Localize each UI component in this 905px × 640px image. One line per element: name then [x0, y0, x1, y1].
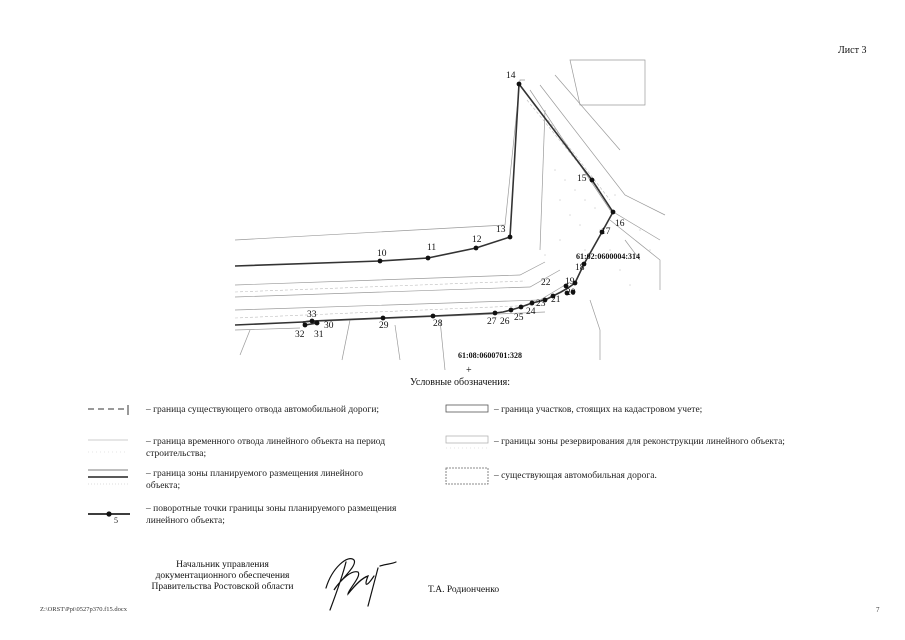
legend-sample-existing-allotment: [88, 405, 128, 415]
turning-point: [303, 323, 308, 328]
legend-item-temporary-allotment: – граница временного отвода линейного объекта на период строительства;: [146, 437, 386, 459]
legend-sample-cadastral-parcels: [446, 405, 488, 412]
point-label: 14: [506, 71, 516, 81]
turning-point: [426, 256, 431, 261]
map-background-lines: [235, 60, 665, 370]
point-label: 16: [615, 219, 625, 229]
signatory-position-line: Правительства Ростовской области: [151, 582, 294, 592]
legend-item-existing-road: – существующая автомобильная дорога.: [494, 471, 657, 481]
legend-point-sample-label: 5: [114, 516, 118, 525]
legend-sample-turning-point: [88, 511, 130, 516]
turning-point: [431, 314, 436, 319]
point-label: 29: [379, 321, 389, 331]
point-label: 18: [575, 263, 585, 273]
turning-point: [381, 316, 386, 321]
turning-point: [509, 308, 514, 313]
turning-point: [519, 305, 524, 310]
legend-title: Условные обозначения:: [410, 377, 511, 388]
legend-sample-existing-road: [446, 468, 488, 484]
turning-point: [590, 178, 595, 183]
point-label: 20: [566, 288, 576, 298]
turning-point: [474, 246, 479, 251]
turning-point: [517, 82, 522, 87]
legend-sample-temporary-allotment: [88, 440, 128, 452]
point-label: 26: [500, 317, 510, 327]
legend-sample-planned-zone: [88, 470, 128, 484]
point-label: 25: [514, 313, 524, 323]
point-label: 27: [487, 317, 497, 327]
planned-zone-boundary: [235, 84, 613, 325]
point-label: 10: [377, 249, 387, 259]
turning-point: [530, 301, 535, 306]
cadastral-number-label: 61:02:0600004:314: [576, 252, 640, 261]
legend-item-cadastral-parcels: – граница участков, стоящих на кадастровом учете;: [494, 405, 703, 415]
legend-sample-reservation-zone: [446, 436, 488, 448]
point-label: 24: [526, 307, 536, 317]
point-label: 11: [427, 243, 437, 253]
turning-point: [508, 235, 513, 240]
turning-point: [493, 311, 498, 316]
point-label: 15: [577, 174, 587, 184]
turning-point: [378, 259, 383, 264]
point-label: 30: [324, 321, 334, 331]
point-label: 22: [541, 278, 551, 288]
point-label: 32: [295, 330, 305, 340]
signatory-name: Т.А. Родионченко: [428, 585, 500, 595]
point-label: 12: [472, 235, 482, 245]
turning-point: [315, 321, 320, 326]
point-label: 19: [565, 277, 575, 287]
point-label: 13: [496, 225, 506, 235]
signatory-position-line: Начальник управления: [176, 560, 269, 570]
point-label: 21: [551, 295, 561, 305]
legend-item-turning-points: – поворотные точки границы зоны планируемого размещения линейного объекта;: [146, 504, 397, 526]
cadastral-number-label: 61:08:0600701:328: [458, 351, 522, 360]
point-labels: [295, 71, 625, 340]
signatory-position: [140, 560, 305, 593]
file-path: Z:\ORST\Ppi\0527p370.f15.docx: [40, 606, 128, 613]
point-label: 33: [307, 310, 317, 320]
handwritten-signature: [318, 548, 398, 613]
sheet-label: Лист 3: [838, 45, 867, 56]
map-dashed-lines: [235, 100, 610, 318]
point-label: 31: [314, 330, 324, 340]
point-label: 17: [601, 227, 611, 237]
legend-item-reservation-zone: – границы зоны резервирования для реконструкции линейного объекта;: [494, 437, 785, 447]
point-label: 28: [433, 319, 443, 329]
page-number: 7: [876, 606, 880, 614]
legend-item-planned-zone: – граница зоны планируемого размещения линейного объекта;: [146, 469, 364, 491]
legend-item-existing-allotment: – граница существующего отвода автомобильной дороги;: [146, 405, 380, 415]
point-label: 23: [536, 299, 546, 309]
turning-point: [611, 210, 616, 215]
signatory-position-line: документационного обеспечения: [155, 571, 290, 581]
cross-marker: +: [466, 365, 472, 376]
